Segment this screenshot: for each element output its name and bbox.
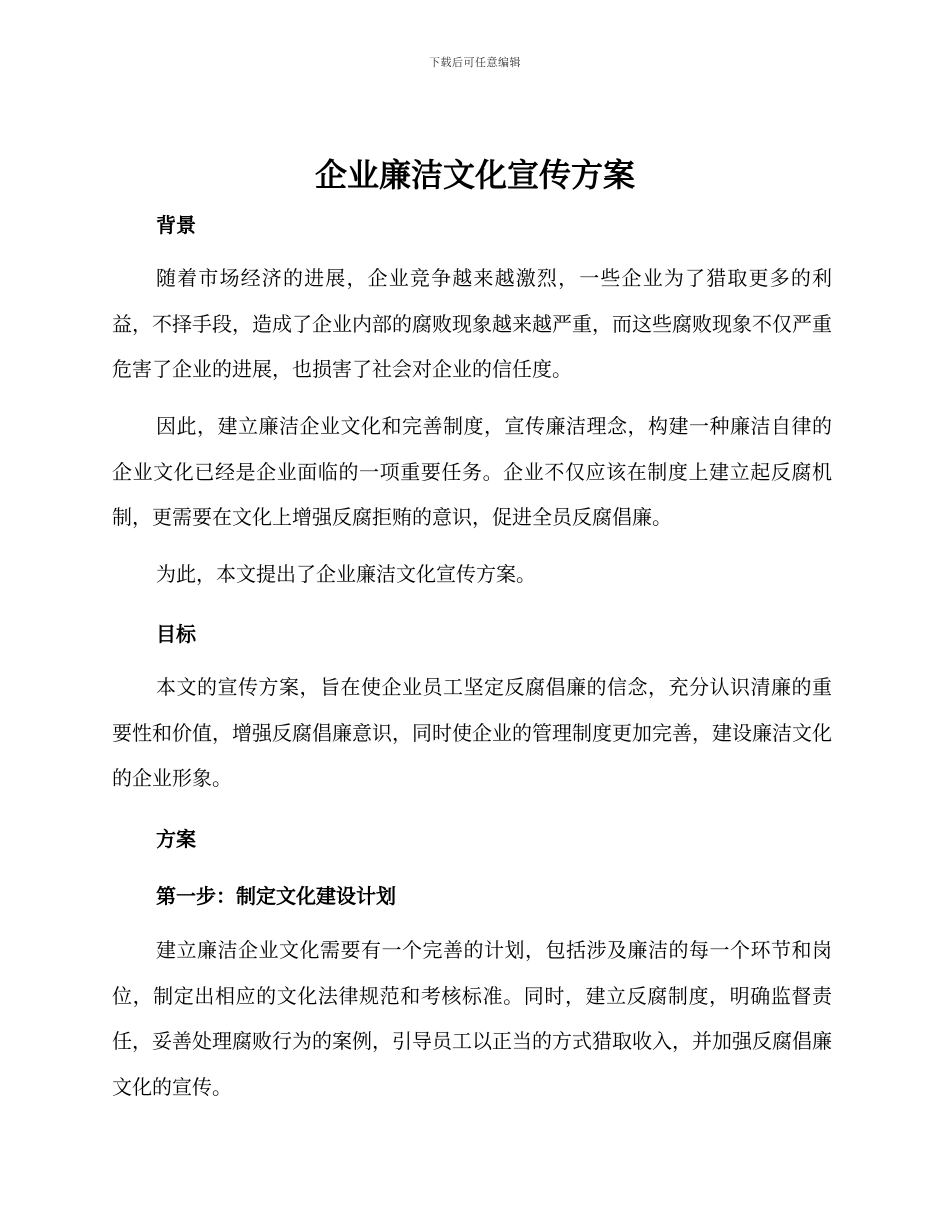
paragraph-goal-1: 本文的宣传方案，旨在使企业员工坚定反腐倡廉的信念，充分认识清廉的重要性和价值，增强反腐倡廉意识，同时使企业的管理制度更加完善，建设廉洁文化的企业形象。	[112, 675, 832, 790]
paragraph-plan-1: 建立廉洁企业文化需要有一个完善的计划，包括涉及廉洁的每一个环节和岗位，制定出相应的文化法律规范和考核标准。同时，建立反腐制度，明确监督责任，妥善处理腐败行为的案例，引导员工以正当的方式猎取收入，并加强反腐倡廉文化的宣传。	[112, 938, 832, 1099]
header-note: 下载后可任意编辑	[429, 56, 521, 69]
section-heading-background: 背景	[156, 213, 196, 237]
document-title: 企业廉洁文化宣传方案	[314, 156, 635, 194]
step1-heading: 第一步：制定文化建设计划	[156, 884, 396, 908]
paragraph-background-1: 随着市场经济的进展，企业竞争越来越激烈，一些企业为了猎取更多的利益，不择手段，造成了企业内部的腐败现象越来越严重，而这些腐败现象不仅严重危害了企业的进展，也损害了社会对企业的信任度。	[112, 266, 832, 381]
section-heading-goal: 目标	[156, 622, 196, 646]
paragraph-background-3: 为此，本文提出了企业廉洁文化宣传方案。	[156, 562, 536, 586]
section-heading-plan: 方案	[156, 827, 196, 851]
paragraph-background-2: 因此，建立廉洁企业文化和完善制度，宣传廉洁理念，构建一种廉洁自律的企业文化已经是企业面临的一项重要任务。企业不仅应该在制度上建立起反腐机制，更需要在文化上增强反腐拒贿的意识，促进全员反腐倡廉。	[112, 414, 832, 529]
